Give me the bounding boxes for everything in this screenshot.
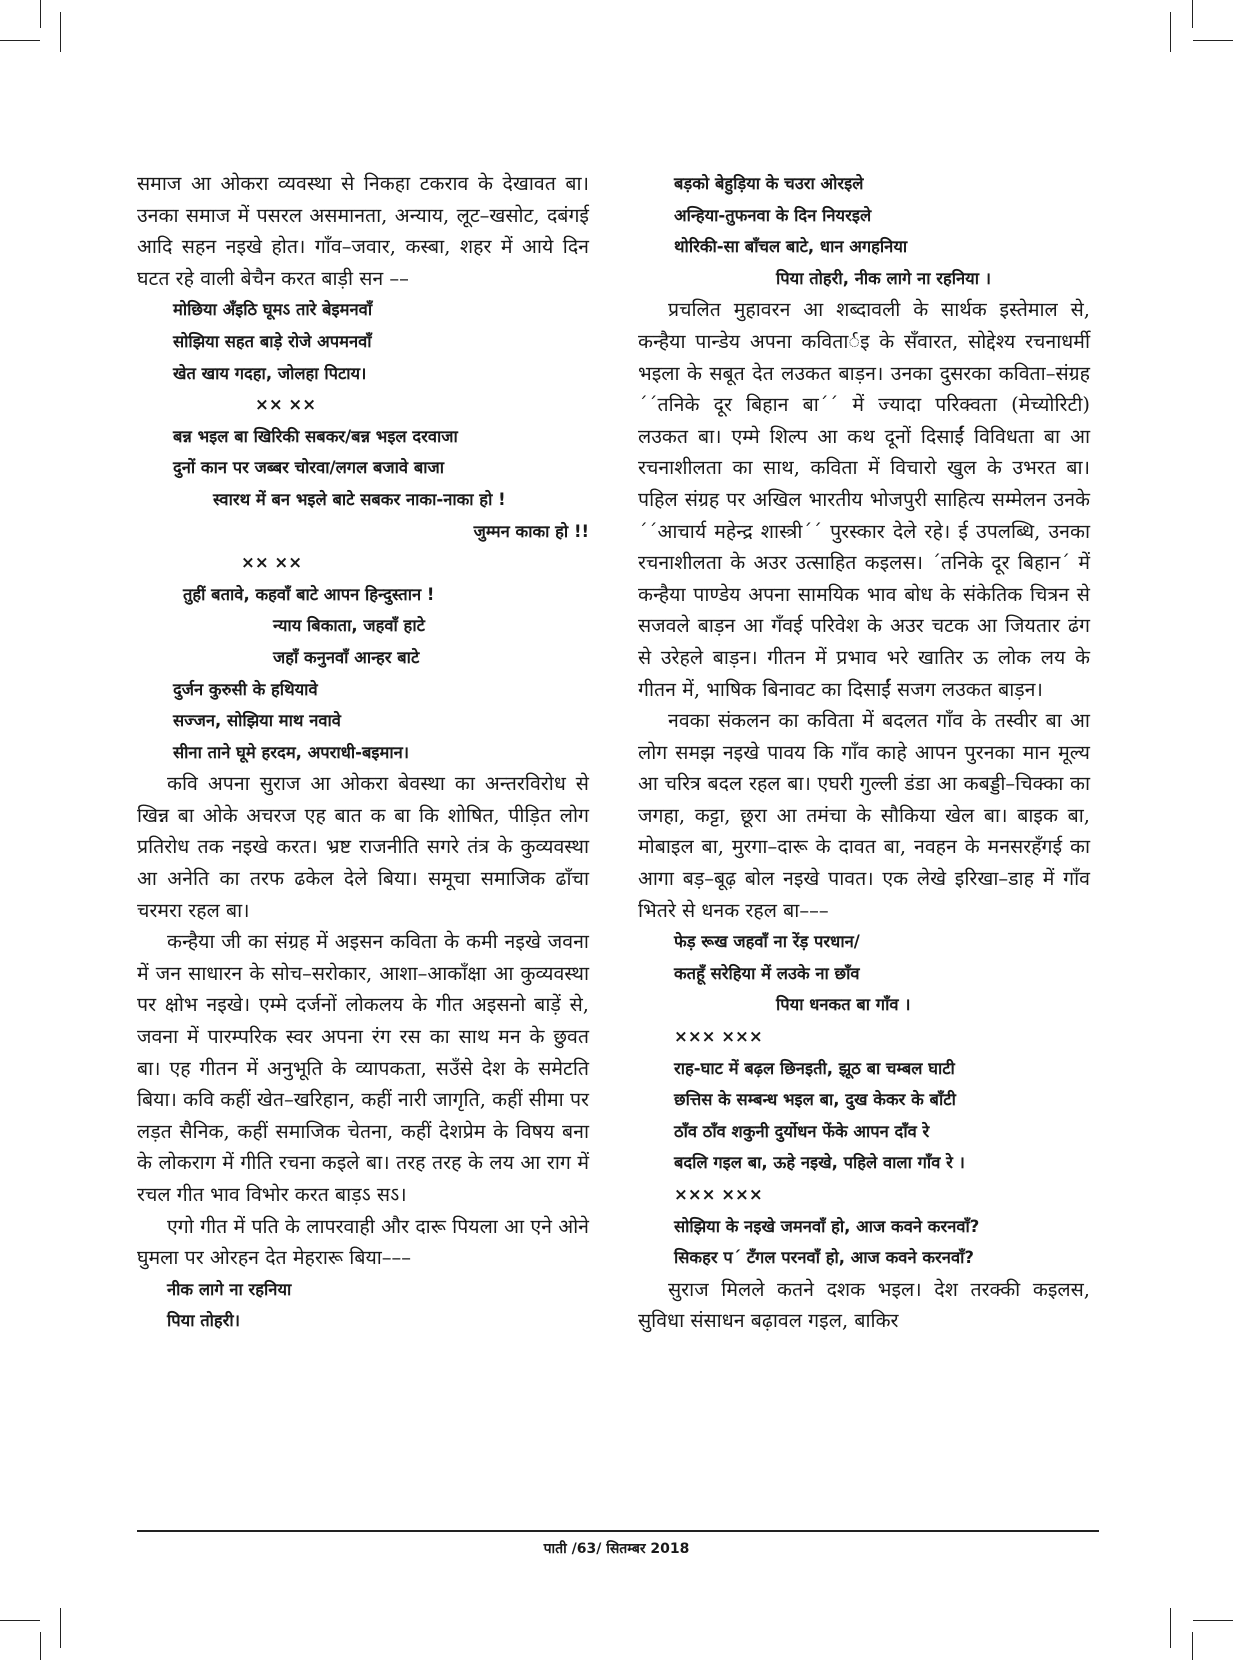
verse-line: पिया तोहरी, नीक लागे ना रहनिया । [776, 268, 992, 288]
verse-line: जुम्मन काका हो !! [473, 521, 589, 541]
verse-line: पिया धनकत बा गाँव । [776, 995, 911, 1015]
body-paragraph: कवि अपना सुराज आ ओकरा बेवस्था का अन्तरविरोध से खिन्न बा ओके अचरज एह बात क बा कि शोषित, पीड़ित लोग प्रतिरोध तक नइखे करत। भ्रष्ट राजनीति सगरे तंत्र के कुव्यवस्था आ अनेति का तरफ ढकेल देले बिया। समूचा समाजिक ढाँचा चरमरा रहल बा। [137, 772, 589, 922]
verse-line: पिया तोहरी। [167, 1311, 240, 1331]
body-paragraph: प्रचलित मुहावरन आ शब्दावली के सार्थक इस्तेमाल से, कन्हैया पान्डेय अपना कवितार्इ के सँवारत, सोद्देश्य रचनाधर्मी भइला के सबूत देत लउकत बाड़न। उनका दुसरका कविता–संग्रह ´´तनिके दूर बिहान बा´´ में ज्यादा परिक्वता (मेच्योरिटी) लउकत बा। एम्मे शिल्प आ कथ दूनों दिसाईं विविधता बा आ रचनाशीलता का साथ, कविता में विचारो खुल के उभरत बा। पहिल संग्रह पर अखिल भारतीय भोजपुरी साहित्य सम्मेलन उनके ´´आचार्य महेन्द्र शास्त्री´´ पुरस्कार देले रहे। ई उपलब्धि, उनका रचनाशीलता के अउर उत्साहित कइलस। ´तनिके दूर बिहान´ में कन्हैया पाण्डेय अपना सामयिक भाव बोध के संकेतिक चित्रन से सजवले बाड़न आ गँवई परिवेश के अउर चटक आ जियतार ढंग से उरेहले बाड़न। गीतन में प्रभाव भरे खातिर ऊ लोक लय के गीतन में, भाषिक बिनावट का दिसाईं सजग लउकत बाड़न। [638, 298, 1090, 701]
crop-mark-top-left-h [0, 40, 40, 41]
verse-line: थोरिकी-सा बाँचल बाटे, धान अगहनिया [674, 237, 908, 257]
verse-line: दुर्जन कुरुसी के हथियावे [173, 679, 318, 699]
crop-mark-bottom-right-h [1193, 1620, 1233, 1621]
crop-mark-top-left-v [40, 0, 41, 28]
verse-line: सज्जन, सोझिया माथ नवावे [173, 711, 341, 731]
verse-line: फेड़ रूख जहवाँ ना रेंड़ परधान/ [674, 932, 860, 952]
verse-line: राह-घाट में बढ़ल छिनइती, झूठ बा चम्बल घाटी [674, 1058, 955, 1078]
crop-mark-top-right-v [1192, 0, 1193, 28]
crop-mark-bottom-right-v [1192, 1632, 1193, 1660]
verse-line: खेत खाय गदहा, जोलहा पिटाय। [173, 363, 367, 383]
verse-line: सोझिया के नइखे जमनवाँ हो, आज कवने करनवाँ? [674, 1216, 980, 1236]
body-paragraph: समाज आ ओकरा व्यवस्था से निकहा टकराव के देखावत बा। उनका समाज में पसरल असमानता, अन्याय, लूट–खसोट, दबंगई आदि सहन नइखे होत। गाँव–जवार, कस्बा, शहर में आये दिन घटत रहे वाली बेचैन करत बाड़ी सन –– [137, 172, 589, 290]
left-column [137, 168, 589, 1337]
verse-line: ×× ×× [255, 395, 317, 415]
crop-mark-bottom-left-v [40, 1632, 41, 1660]
verse-line: जहाँ कनुनवाँ आन्हर बाटे [273, 647, 420, 667]
verse-line: बदलि गइल बा, ऊहे नइखे, पहिले वाला गाँव रे । [674, 1153, 965, 1173]
verse-line: नीक लागे ना रहनिया [167, 1279, 292, 1299]
body-paragraph: नवका संकलन का कविता में बदलत गाँव के तस्वीर बा आ लोग समझ नइखे पावय कि गाँव काहे आपन पुरनका मान मूल्य आ चरित्र बदल रहल बा। एघरी गुल्ली डंडा आ कबड्डी–चिक्का का जगहा, कट्टा, छूरा आ तमंचा के सौकिया खेल बा। बाइक बा, मोबाइल बा, मुरगा–दारू के दावत बा, नवहन के मनसरहँगई का आगा बड़–बूढ़ बोल नइखे पावत। एक लेखे इरिखा–डाह में गाँव भितरे से धनक रहल बा––– [638, 709, 1090, 922]
verse-line: मोछिया अँइठि घूमऽ तारे बेइमनवाँ [173, 300, 373, 320]
verse-line: न्याय बिकाता, जहवाँ हाटे [273, 616, 425, 636]
crop-mark-top-right-v2 [1170, 12, 1171, 52]
crop-mark-top-left-v2 [60, 12, 61, 52]
verse-line: ××× ××× [674, 1027, 763, 1047]
verse-line: कतहूँ सरेहिया में लउके ना छाँव [674, 963, 860, 983]
verse-line: छत्तिस के सम्बन्ध भइल बा, दुख केकर के बाँटी [674, 1090, 956, 1110]
body-paragraph: सुराज मिलले कतने दशक भइल। देश तरक्की कइलस, सुविधा संसाधन बढ़ावल गइल, बाकिर [638, 1277, 1090, 1333]
crop-mark-bottom-left-v2 [60, 1608, 61, 1648]
page-footer: पाती /63/ सितम्बर 2018 [543, 1541, 690, 1557]
crop-mark-bottom-left-h [0, 1620, 40, 1621]
body-paragraph: कन्हैया जी का संग्रह में अइसन कविता के कमी नइखे जवना में जन साधारन के सोच–सरोकार, आशा–आकाँक्षा आ कुव्यवस्था पर क्षोभ नइखे। एम्मे दर्जनों लोकलय के गीत अइसनो बाड़ें से, जवना में पारम्परिक स्वर अपना रंग रस का साथ मन के छुवत बा। एह गीतन में अनुभूति के व्यापकता, सउँसे देश के समेटति बिया। कवि कहीं खेत–खरिहान, कहीं नारी जागृति, कहीं सीमा पर लड़त सैनिक, कहीं समाजिक चेतना, कहीं देशप्रेम के विषय बना के लोकराग में गीति रचना कइले बा। तरह तरह के लय आ राग में रचल गीत भाव विभोर करत बाड़ऽ सऽ। [137, 930, 589, 1206]
verse-line: अन्हिया-तुफनवा के दिन नियरइले [674, 205, 872, 225]
verse-line: सीना ताने घूमे हरदम, अपराधी-बइमान। [173, 742, 410, 762]
verse-line: दुनों कान पर जब्बर चोरवा/लगल बजावे बाजा [173, 458, 445, 478]
footer-rule [137, 1530, 1099, 1532]
body-paragraph: एगो गीत में पति के लापरवाही और दारू पियला आ एने ओने घुमला पर ओरहन देत मेहरारू बिया––– [137, 1214, 589, 1270]
verse-line: ××× ××× [674, 1185, 763, 1204]
verse-line: ठाँव ठाँव शकुनी दुर्योधन फेंके आपन दाँव रे [674, 1121, 930, 1141]
crop-mark-bottom-right-v2 [1170, 1608, 1171, 1648]
verse-line: बड़को बेहुड़िया के चउरा ओरइले [674, 174, 864, 193]
verse-line: ×× ×× [241, 553, 303, 573]
verse-line: तुहीं बतावे, कहवाँ बाटे आपन हिन्दुस्तान ! [183, 584, 435, 604]
verse-line: सोझिया सहत बाड़े रोजे अपमनवाँ [173, 331, 372, 351]
right-column [638, 168, 1090, 1337]
crop-mark-top-right-h [1193, 40, 1233, 41]
verse-line: स्वारथ में बन भइले बाटे सबकर नाका-नाका हो ! [213, 489, 506, 509]
verse-line: सिकहर प´ टँगल परनवाँ हो, आज कवने करनवाँ? [674, 1248, 974, 1268]
verse-line: बन्न भइल बा खिरिकी सबकर/बन्न भइल दरवाजा [173, 426, 458, 446]
